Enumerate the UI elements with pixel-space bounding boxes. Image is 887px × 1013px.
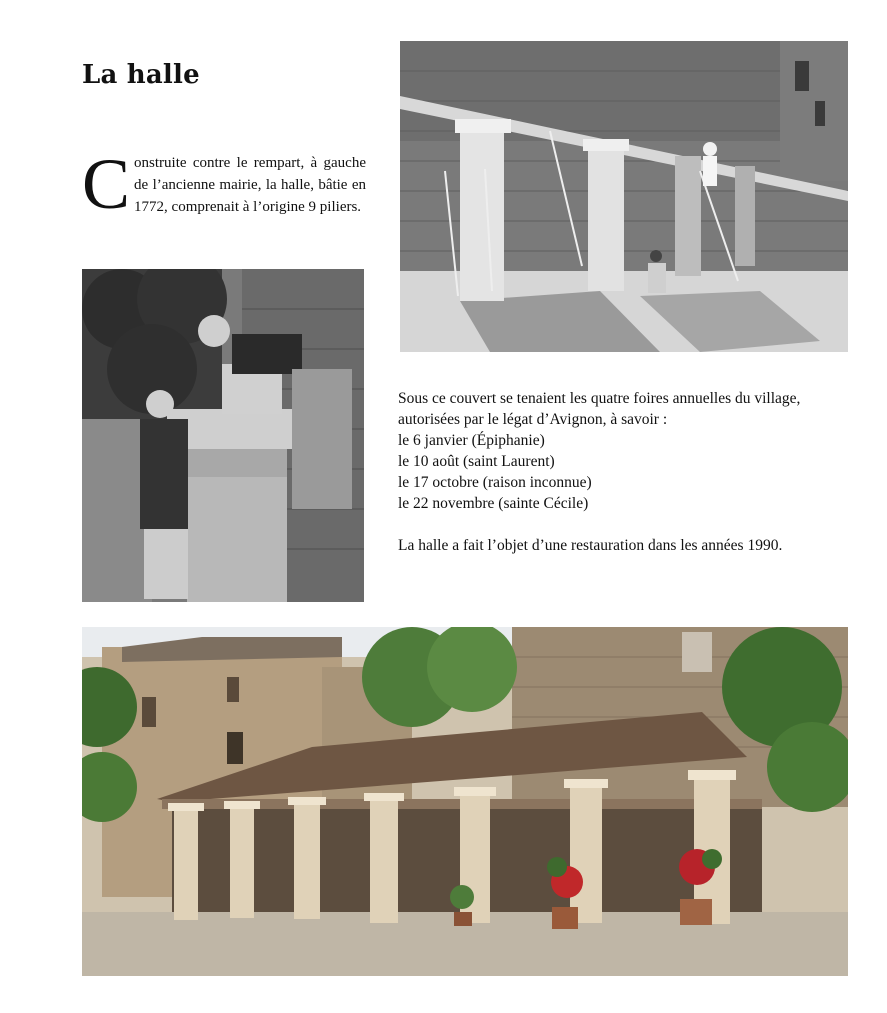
photo-restored-hall — [82, 627, 848, 976]
body-text — [398, 388, 818, 556]
photo-workers-capital — [82, 269, 364, 602]
page-title: La halle — [82, 60, 200, 90]
fair-date-line: le 10 août (saint Laurent) — [398, 453, 555, 470]
intro-paragraph — [82, 144, 366, 224]
fairs-paragraph — [398, 388, 818, 514]
fairs-intro-line: Sous ce couvert se tenaient les quatre foires annuelles du village, autorisées par le légat d’Avignon, à savoir : — [398, 390, 801, 428]
drop-cap-letter: C — [82, 144, 131, 224]
restoration-paragraph: La halle a fait l’objet d’une restauration dans les années 1990. — [398, 537, 783, 554]
photo-restoration-columns — [400, 41, 848, 352]
intro-text: onstruite contre le rempart, à gauche de l’ancienne mairie, la halle, bâtie en 1772, comprenait à l’origine 9 piliers. — [134, 155, 366, 215]
fair-date-line: le 6 janvier (Épiphanie) — [398, 432, 545, 449]
fair-date-line: le 17 octobre (raison inconnue) — [398, 474, 592, 491]
fair-date-line: le 22 novembre (sainte Cécile) — [398, 495, 589, 512]
